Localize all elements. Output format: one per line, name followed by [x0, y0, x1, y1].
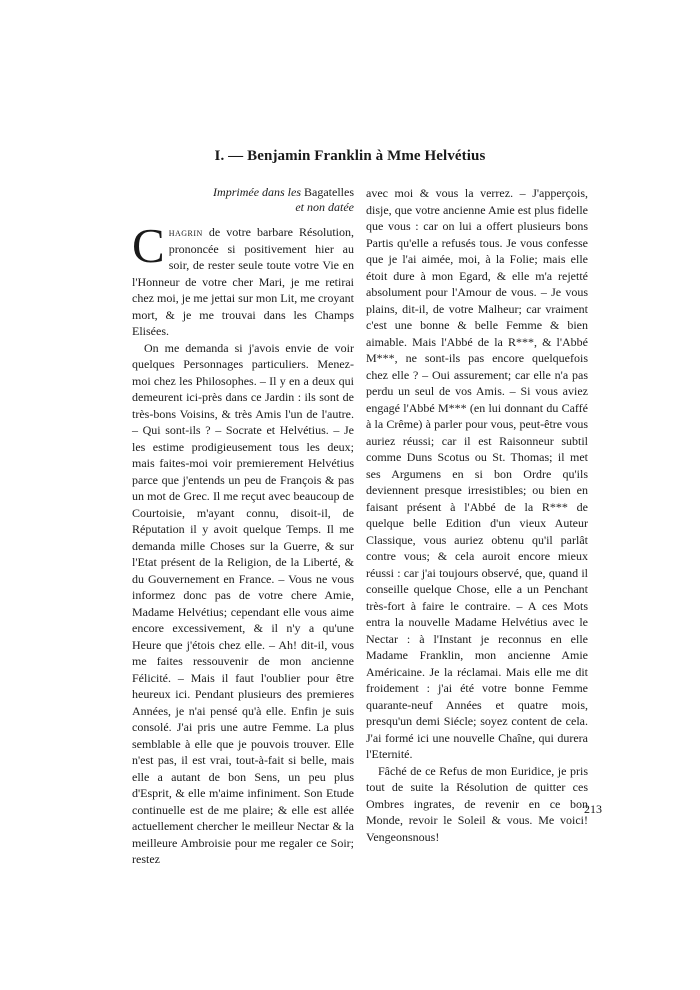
- letter-paragraph-2: On me demanda si j'avois envie de voir quelques Personnages particuliers. Menez-moi chez les Philosophes. – Il y en a deux qui demeurent ici-près dans ce Jardin : ils sont de très-bons Voisins, & très Amis l'un de l'autre. – Qui sont-ils ? – Socrate et Helvétius. – Je les estime prodigieusement tous les deux; mais faites-moi voir premierement Helvétius parce que j'entends un peu de François & pas un mot de Grec. Il me reçut avec beaucoup de Courtoisie, m'ayant connu, disoit-il, de Réputation il y avoit quelque Temps. Il me demanda mille Choses sur la Guerre, & sur l'Etat présent de la Religion, de la Liberté, & du Gouvernement en France. – Vous ne vous informez donc pas de votre chere Amie, Madame Helvétius; cependant elle vous aime encore excessivement, & il n'y a qu'une Heure que j'étois chez elle. – Ah! dit-il, vous me faites ressouvenir de mon ancienne Félicité. – Mais il faut l'oublier pour être heureux ici. Pendant plusieurs des premieres Années, je n'ai pensé qu'à elle. Enfin je suis consolé. J'ai pris une autre Femme. La plus semblable à elle que je pouvois trouver. Elle n'est pas, il est vrai, tout-à-fait si belle, mais elle a autant de bon Sens, un peu plus d'Esprit, & elle m'aime infiniment. Son Etude continuelle est de me plaire; & elle est allée actuellement chercher le meilleur Nectar & la meilleure Ambroisie pour me regaler ce Soir; restez: [132, 340, 354, 866]
- opening-word: hagrin: [168, 225, 203, 239]
- paragraph-1-text: de votre barbare Résolution, prononcée si positivement hier au soir, de rester seule toute votre Vie en l'Honneur de votre cher Mari, je me retirai chez moi, je me jettai sur mon Lit, me croyant mort, & je me trouvai dans les Champs Elisées.: [132, 225, 354, 338]
- left-column: [132, 185, 354, 868]
- right-column: [366, 185, 588, 845]
- source-note-part3: et non datée: [295, 200, 354, 214]
- letter-paragraph-1: [132, 218, 354, 340]
- source-note: [132, 185, 354, 215]
- page-number: 213: [584, 802, 602, 816]
- page-title: I. — Benjamin Franklin à Mme Helvétius: [214, 148, 486, 164]
- source-note-work-title: Bagatelles: [304, 185, 354, 199]
- letter-paragraph-2-continued: avec moi & vous la verrez. – J'apperçois, disje, que votre ancienne Amie est plus fidelle que vous : car on lui a offert plusieurs bons Partis qu'elle a refusés tous. Je vous confesse que je l'ai aimée, moi, à la Folie; mais elle étoit dure à mon Egard, & elle m'a rejetté absolument pour l'Amour de vous. – Je vous plains, dit-il, de votre Malheur; car vraiment c'est une bonne & belle Femme & bien aimable. Mais l'Abbé de la R***, & l'Abbé M***, ne sont-ils pas encore quelquefois chez elle ? – Oui assurement; car elle n'a pas perdu un seul de vos Amis. – Si vous aviez engagé l'Abbé M*** (en lui donnant du Caffé à la Crême) à parler pour vous, peut-être vous auriez réussi; car il est Raisonneur subtil comme Duns Scotus ou St. Thomas; il met ses Argumens en si bon Ordre qu'ils deviennent presque irresistibles; ou bien en faisant présent à l'Abbé de la R*** de quelque belle Edition d'un vieux Auteur Classique, vous auriez obtenu qu'il parlât contre vous; & cela auroit encore mieux réussi : car j'ai toujours observé, que, quand il conseille quelque Chose, elle a un Penchant très-fort à faire le contraire. – A ces Mots entra la nouvelle Madame Helvétius avec le Nectar : à l'Instant je reconnus en elle Madame Franklin, mon ancienne Amie Américaine. Je la réclamai. Mais elle me dit froidement : j'ai été votre bonne Femme quarante-neuf Années et quatre mois, presqu'un demi Siécle; soyez content de cela. J'ai formé ici une nouvelle Chaîne, qui durera l'Eternité.: [366, 186, 588, 761]
- drop-cap: C: [132, 218, 165, 273]
- source-note-part1: Imprimée dans les: [213, 185, 305, 199]
- letter-paragraph-3: Fâché de ce Refus de mon Euridice, je pris tout de suite la Résolution de quitter ces Ombres ingrates, de revenir en ce bon Monde, revoir le Soleil & vous. Me voici! Vengeonsnous!: [366, 763, 588, 844]
